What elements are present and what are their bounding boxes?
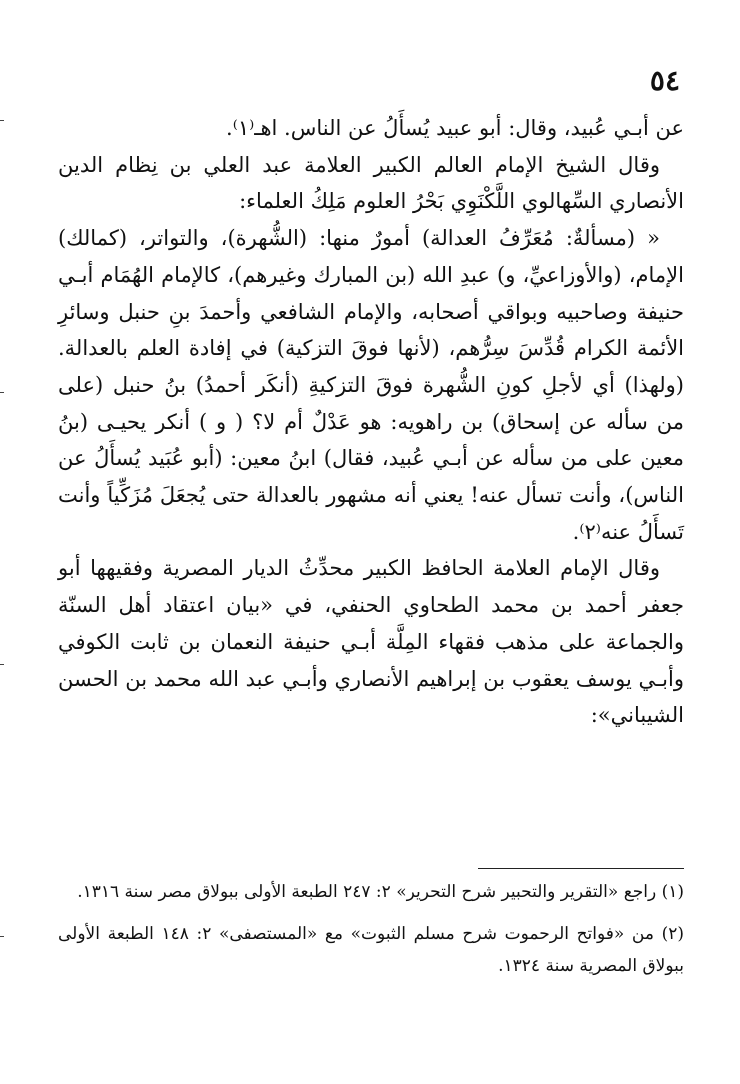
paragraph: « (مسألةٌ: مُعَرِّفُ العدالة) أمورٌ منها: (الشُّهرة)، والتواتر، (كمالك) الإمام، (والأوزاعيِّ، و) عبدِ الله (بن المبارك وغيرهم)، كالإمام الهُمَام أبـي حنيفة وصاحبيه وبواقي أصحابه، والإمام الشافعي وأحمدَ بنِ حنبل وسائرِ الأئمة الكرام قُدِّسَ سِرُّهم، (لأنها فوقَ التزكية) في إفادة العلم بالعدالة. (ولهذا) أي لأجلِ كونِ الشُّهرة فوقَ التزكيةِ (أنكَر أحمدُ) بنُ حنبل (على من سأله عن إسحاق) بن راهويه: هو عَدْلٌ أم لا؟ ( و ) أنكر يحيـى (بنُ معين على من سأله عن أبـي عُبيد، فقال) ابنُ معين: (أبو عُبَيد يُسأَلُ عن الناس)، وأنت تسأل عنه! يعني أنه مشهور بالعدالة حتى يُجعَلَ مُزَكِّياً وأنت تَسأَلُ عنه⁽٢⁾. [58,226,684,544]
paragraph: وقال الإمام العلامة الحافظ الكبير محدِّثُ الديار المصرية وفقيهها أبو جعفر أحمد بن محمد الطحاوي الحنفي، في «بيان اعتقاد أهل السنّة والجماعة على مذهب فقهاء المِلَّة أبـي حنيفة النعمان بن ثابت الكوفي وأبـي يوسف يعقوب بن إبراهيم الأنصاري وأبـي عبد الله محمد بن الحسن الشيباني»: [58,556,684,728]
margin-mark [0,664,4,665]
paragraph: وقال الشيخ الإمام العالم الكبير العلامة عبد العلي بن نِظام الدين الأنصاري السِّهالوي اللَّكْنَوِي بَحْرُ العلوم مَلِكُ العلماء: [58,152,684,214]
footnotes [58,876,684,992]
margin-mark [0,120,4,121]
main-text [58,110,684,734]
paragraph: عن أبـي عُبيد، وقال: أبو عبيد يُسأَلُ عن الناس. اهـ⁽١⁾. [226,116,684,140]
margin-mark [0,392,4,393]
page-number: ٥٤ [649,64,680,97]
footnote-separator [478,868,684,869]
footnote: (٢) من «فواتح الرحموت شرح مسلم الثبوت» مع «المستصفى» ٢: ١٤٨ الطبعة الأولى ببولاق المصرية سنة ١٣٢٤. [58,924,684,976]
margin-mark [0,936,4,937]
footnote: (١) راجع «التقرير والتحبير شرح التحرير» ٢: ٢٤٧ الطبعة الأولى ببولاق مصر سنة ١٣١٦. [77,882,684,902]
